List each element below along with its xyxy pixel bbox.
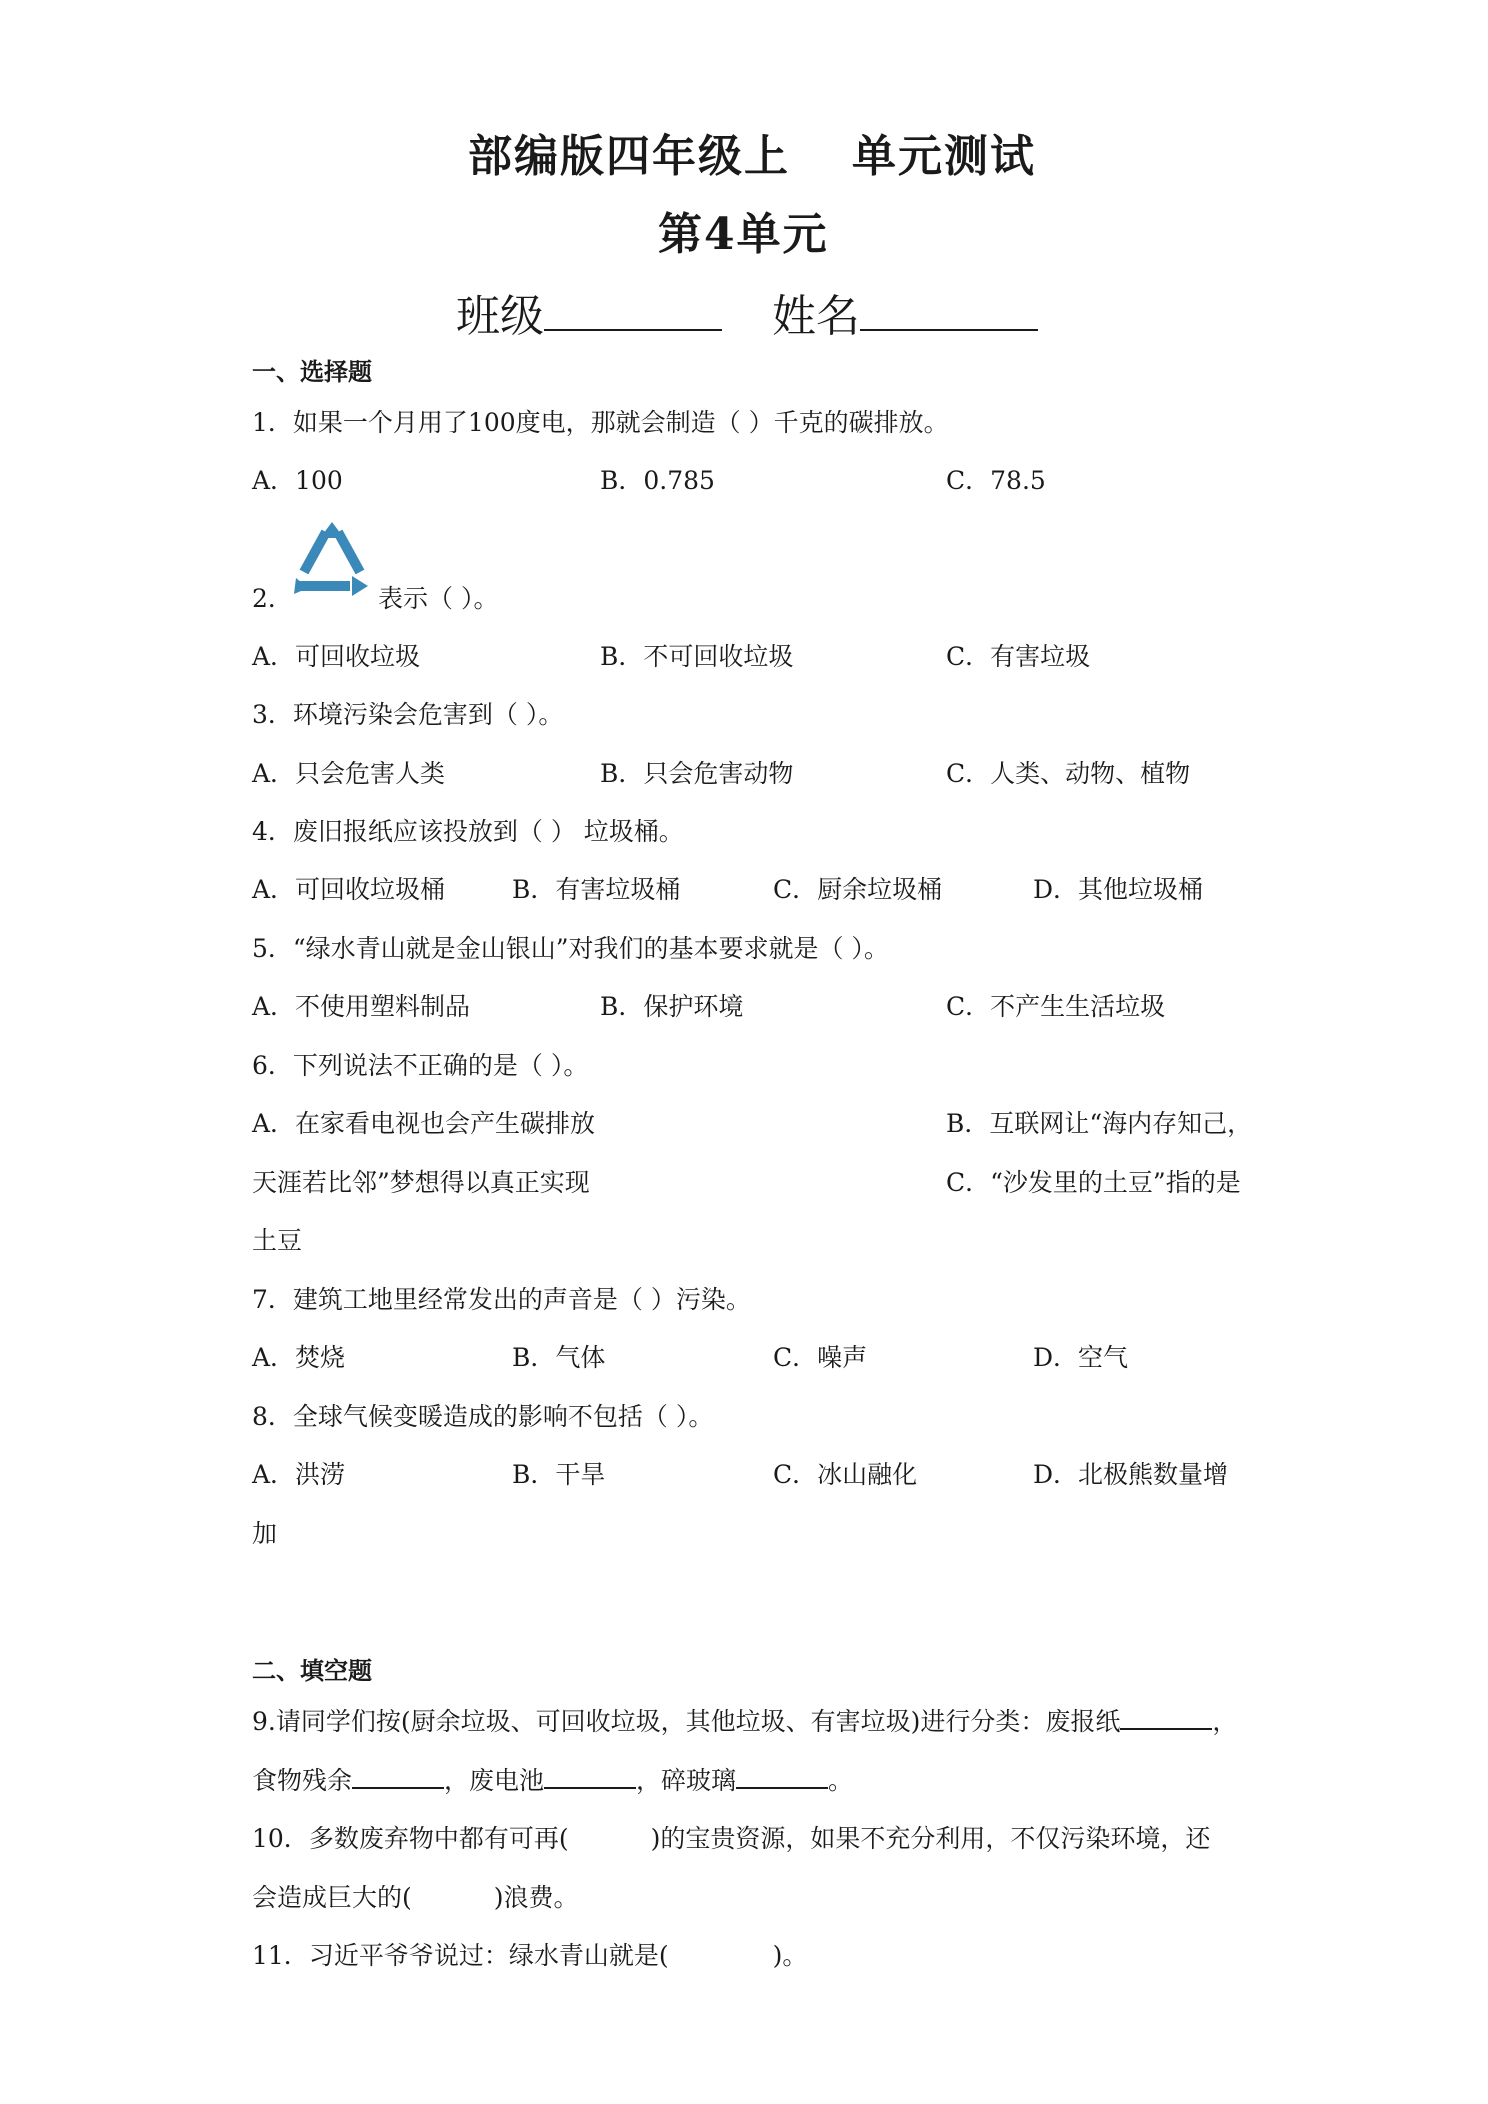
question-text: 多数废弃物中都有可再( (308, 1824, 569, 1853)
q3-option-b[interactable]: B．只会危害动物 (600, 759, 794, 788)
question-8 (252, 1397, 713, 1433)
question-text: )浪费。 (493, 1883, 579, 1912)
question-text: 下列说法不正确的是（ ）。 (292, 1051, 589, 1080)
question-number: 1． (252, 408, 293, 437)
q2-option-a[interactable]: A．可回收垃圾 (252, 642, 421, 671)
q1-option-c[interactable]: C．78.5 (946, 466, 1046, 495)
punctuation: 。 (828, 1766, 854, 1795)
q6-option-c[interactable]: C．“沙发里的土豆”指的是 (946, 1168, 1241, 1197)
question-10-line-2 (252, 1878, 579, 1914)
q4-option-b[interactable]: B．有害垃圾桶 (512, 875, 681, 904)
q5-option-b[interactable]: B．保护环境 (600, 992, 744, 1021)
question-text: 请同学们按(厨余垃圾、可回收垃圾，其他垃圾、有害垃圾)进行分类：废报纸 (275, 1707, 1121, 1736)
question-5 (252, 929, 889, 965)
question-text: 建筑工地里经常发出的声音是（ ）污染。 (292, 1285, 751, 1314)
question-text: 如果一个月用了100度电，那就会制造（ ）千克的碳排放。 (292, 408, 949, 437)
q6-option-b-continued[interactable]: 天涯若比邻”梦想得以真正实现 (252, 1168, 590, 1197)
q6-option-a[interactable]: A．在家看电视也会产生碳排放 (252, 1109, 596, 1138)
class-blank[interactable] (544, 299, 722, 331)
question-number: 7． (252, 1285, 293, 1314)
recycle-icon (288, 520, 376, 598)
question-number: 11． (252, 1941, 309, 1970)
q3-option-a[interactable]: A．只会危害人类 (252, 759, 446, 788)
unit-subtitle: 第4单元 (658, 209, 829, 260)
q5-option-a[interactable]: A．不使用塑料制品 (252, 992, 471, 1021)
q7-option-a[interactable]: A．焚烧 (252, 1343, 346, 1372)
q8-option-d-continued[interactable]: 加 (252, 1519, 278, 1548)
q4-option-d[interactable]: D．其他垃圾桶 (1033, 875, 1204, 904)
page-title-right: 单元测试 (852, 131, 1036, 182)
q4-option-a[interactable]: A．可回收垃圾桶 (252, 875, 446, 904)
question-text: 食物残余 (252, 1766, 353, 1795)
answer-blank-food[interactable] (352, 1761, 444, 1789)
page-title-left: 部编版四年级上 (468, 131, 790, 182)
question-text: 习近平爷爷说过：绿水青山就是( (308, 1941, 669, 1970)
question-text: ，碎玻璃 (636, 1766, 737, 1795)
q1-option-a[interactable]: A．100 (252, 466, 343, 495)
question-number: 6． (252, 1051, 293, 1080)
question-9-line-1 (252, 1702, 1237, 1738)
question-3 (252, 695, 563, 731)
question-number: 5． (252, 934, 293, 963)
q8-option-c[interactable]: C．冰山融化 (773, 1460, 918, 1489)
q2-option-b[interactable]: B．不可回收垃圾 (600, 642, 794, 671)
q2-text: 表示（ ）。 (378, 584, 499, 613)
answer-blank-newspaper[interactable] (1120, 1702, 1212, 1730)
class-field (456, 280, 722, 344)
q8-option-d[interactable]: D．北极熊数量增 (1033, 1460, 1229, 1489)
question-number: 10． (252, 1824, 309, 1853)
q8-option-b[interactable]: B．干旱 (512, 1460, 606, 1489)
q7-option-c[interactable]: C．噪声 (773, 1343, 868, 1372)
question-text: )。 (772, 1941, 808, 1970)
question-text: “绿水青山就是金山银山”对我们的基本要求就是（ ）。 (292, 934, 889, 963)
question-11 (252, 1936, 807, 1972)
answer-blank-glass[interactable] (736, 1761, 828, 1789)
q4-option-c[interactable]: C．厨余垃圾桶 (773, 875, 943, 904)
question-text: 会造成巨大的( (252, 1883, 412, 1912)
question-text: ，废电池 (444, 1766, 545, 1795)
q8-option-a[interactable]: A．洪涝 (252, 1460, 346, 1489)
class-label: 班级 (456, 291, 544, 342)
answer-blank-battery[interactable] (544, 1761, 636, 1789)
q6-option-c-continued[interactable]: 土豆 (252, 1226, 303, 1255)
section-title-choice: 一、选择题 (252, 357, 372, 386)
q6-option-b[interactable]: B．互联网让“海内存知己， (946, 1109, 1253, 1138)
section-title-fill: 二、填空题 (252, 1656, 372, 1685)
question-text: 全球气候变暖造成的影响不包括（ ）。 (292, 1402, 714, 1431)
q7-option-b[interactable]: B．气体 (512, 1343, 606, 1372)
question-4 (252, 812, 684, 848)
question-text: )的宝贵资源，如果不充分利用，不仅污染环境，还 (650, 1824, 1211, 1853)
question-number: 9. (252, 1707, 276, 1736)
q2-option-c[interactable]: C．有害垃圾 (946, 642, 1091, 671)
name-blank[interactable] (860, 299, 1038, 331)
question-number: 4． (252, 817, 293, 846)
name-field (772, 280, 1038, 344)
question-number: 3． (252, 700, 293, 729)
question-9-line-2 (252, 1761, 853, 1797)
question-6 (252, 1046, 588, 1082)
name-label: 姓名 (772, 291, 860, 342)
question-text: 废旧报纸应该投放到（ ） 垃圾桶。 (292, 817, 684, 846)
punctuation: ， (1212, 1707, 1238, 1736)
question-7 (252, 1280, 751, 1316)
question-1 (252, 403, 949, 439)
question-text: 环境污染会危害到（ ）。 (292, 700, 564, 729)
q3-option-c[interactable]: C．人类、动物、植物 (946, 759, 1191, 788)
q2-number: 2． (252, 584, 293, 613)
question-10-line-1 (252, 1819, 1210, 1855)
q5-option-c[interactable]: C．不产生生活垃圾 (946, 992, 1166, 1021)
q1-option-b[interactable]: B．0.785 (600, 466, 715, 495)
q7-option-d[interactable]: D．空气 (1033, 1343, 1129, 1372)
question-number: 8． (252, 1402, 293, 1431)
